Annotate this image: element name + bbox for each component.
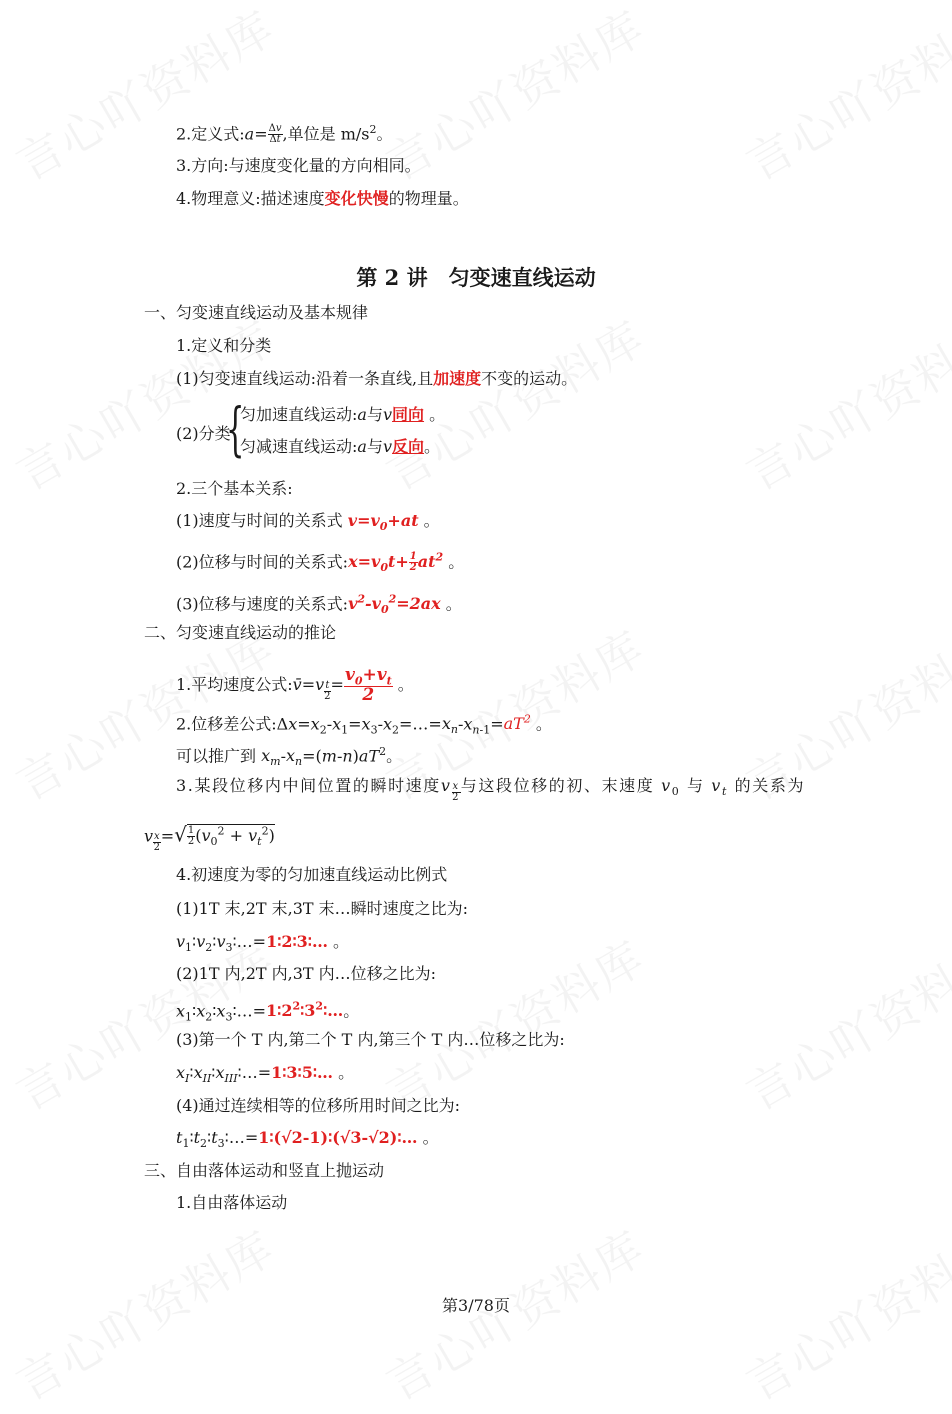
relation-velocity-displacement: (3)位移与速度的关系式$:v^2-v_0^2=2ax$ 。 [176, 593, 462, 617]
page-number: 第3/78页 [442, 1296, 510, 1315]
watermark [733, 922, 952, 1123]
midpoint-formula: v $_{\frac{x}{2}}$ =√ $\frac{1}{2}$ $(v_0^2 + v_t^2)$ [144, 822, 275, 854]
ratio3-label: (3)第一个 T 内,第二个 T 内,第三个 T 内…位移之比为: [176, 1030, 565, 1049]
section1-sub1: 1.定义和分类 [176, 336, 272, 355]
ratio1-label: (1)1T 末,2T 末,3T 末…瞬时速度之比为: [176, 899, 469, 918]
watermark [733, 0, 952, 194]
brace-symbol: { [226, 395, 245, 463]
ratio4-value: $t_1∶t_2∶t_3∶\dots=1∶(√2-1)∶(√3-√2)∶\dots$ 。 [176, 1128, 439, 1151]
average-velocity: 1.平均速度公式:v̄=v $_{\frac{t}{2}}$ = $\frac{v_0+v_t}{2}$ 。 [176, 665, 414, 706]
watermark [733, 302, 952, 503]
ratio3-value: $x_I∶x_{II}∶x_{III}∶\dots=1∶3∶5∶\dots$ 。 [176, 1063, 355, 1086]
section1-heading: 一、匀变速直线运动及基本规律 [144, 303, 369, 322]
ratio2-label: (2)1T 内,2T 内,3T 内…位移之比为: [176, 964, 437, 983]
displacement-difference: 2.位移差公式$:\Delta x=x_2-x_1=x_3-x_2=\dots=x_n-x_{n-1}=aT^2$ 。 [176, 713, 552, 737]
classification-label: (2)分类 [176, 424, 231, 443]
midpoint-velocity: 3.某段位移内中间位置的瞬时速度v $_{\frac{x}{2}}$ 与这段位移的初、末速度 $v_0$ 与 $v_t$ 的关系为 [176, 776, 806, 803]
uniform-definition: (1)匀变速直线运动:沿着一条直线,且加速度不变的运动。 [176, 369, 578, 388]
relation-displacement-time: (2)位移与时间的关系式$:x=v_0t+$ $\frac{1}{2}$ $at^2$ 。 [176, 551, 465, 575]
zero-initial-ratio: 4.初速度为零的匀加速直线运动比例式 [176, 865, 448, 884]
accel-meaning: 4.物理意义:描述速度变化快慢的物理量。 [176, 189, 469, 208]
watermark [373, 922, 655, 1123]
section3-heading: 三、自由落体运动和竖直上抛运动 [144, 1161, 385, 1180]
acc-motion: 匀加速直线运动:a与v同向 。 [240, 405, 446, 424]
lecture-title: 第 2 讲 匀变速直线运动 [356, 265, 596, 290]
accel-direction: 3.方向:与速度变化量的方向相同。 [176, 156, 421, 175]
watermark [373, 302, 655, 503]
ratio1-value: $v_1∶v_2∶v_3∶\dots=1∶2∶3∶\dots$ 。 [176, 932, 350, 955]
extension: 可以推广到 $x_m-x_n=(m-n)aT^2$。 [176, 745, 403, 769]
accel-definition: 2.定义式:a= $\frac{\Delta v}{\Delta t}$ ,单位是 $m/s^2$。 [176, 123, 393, 146]
relation-velocity-time: (1)速度与时间的关系式 $v=v_0+at$ 。 [176, 511, 440, 534]
ratio2-value: $x_1∶x_2∶x_3∶\dots=1∶2^2∶3^2∶\dots$。 [176, 1000, 360, 1024]
section1-sub2: 2.三个基本关系: [176, 479, 293, 498]
section2-heading: 二、匀变速直线运动的推论 [144, 623, 337, 642]
dec-motion: 匀减速直线运动:a与v反向。 [240, 437, 441, 456]
section3-sub1: 1.自由落体运动 [176, 1193, 288, 1212]
ratio4-label: (4)通过连续相等的位移所用时间之比为: [176, 1096, 461, 1115]
